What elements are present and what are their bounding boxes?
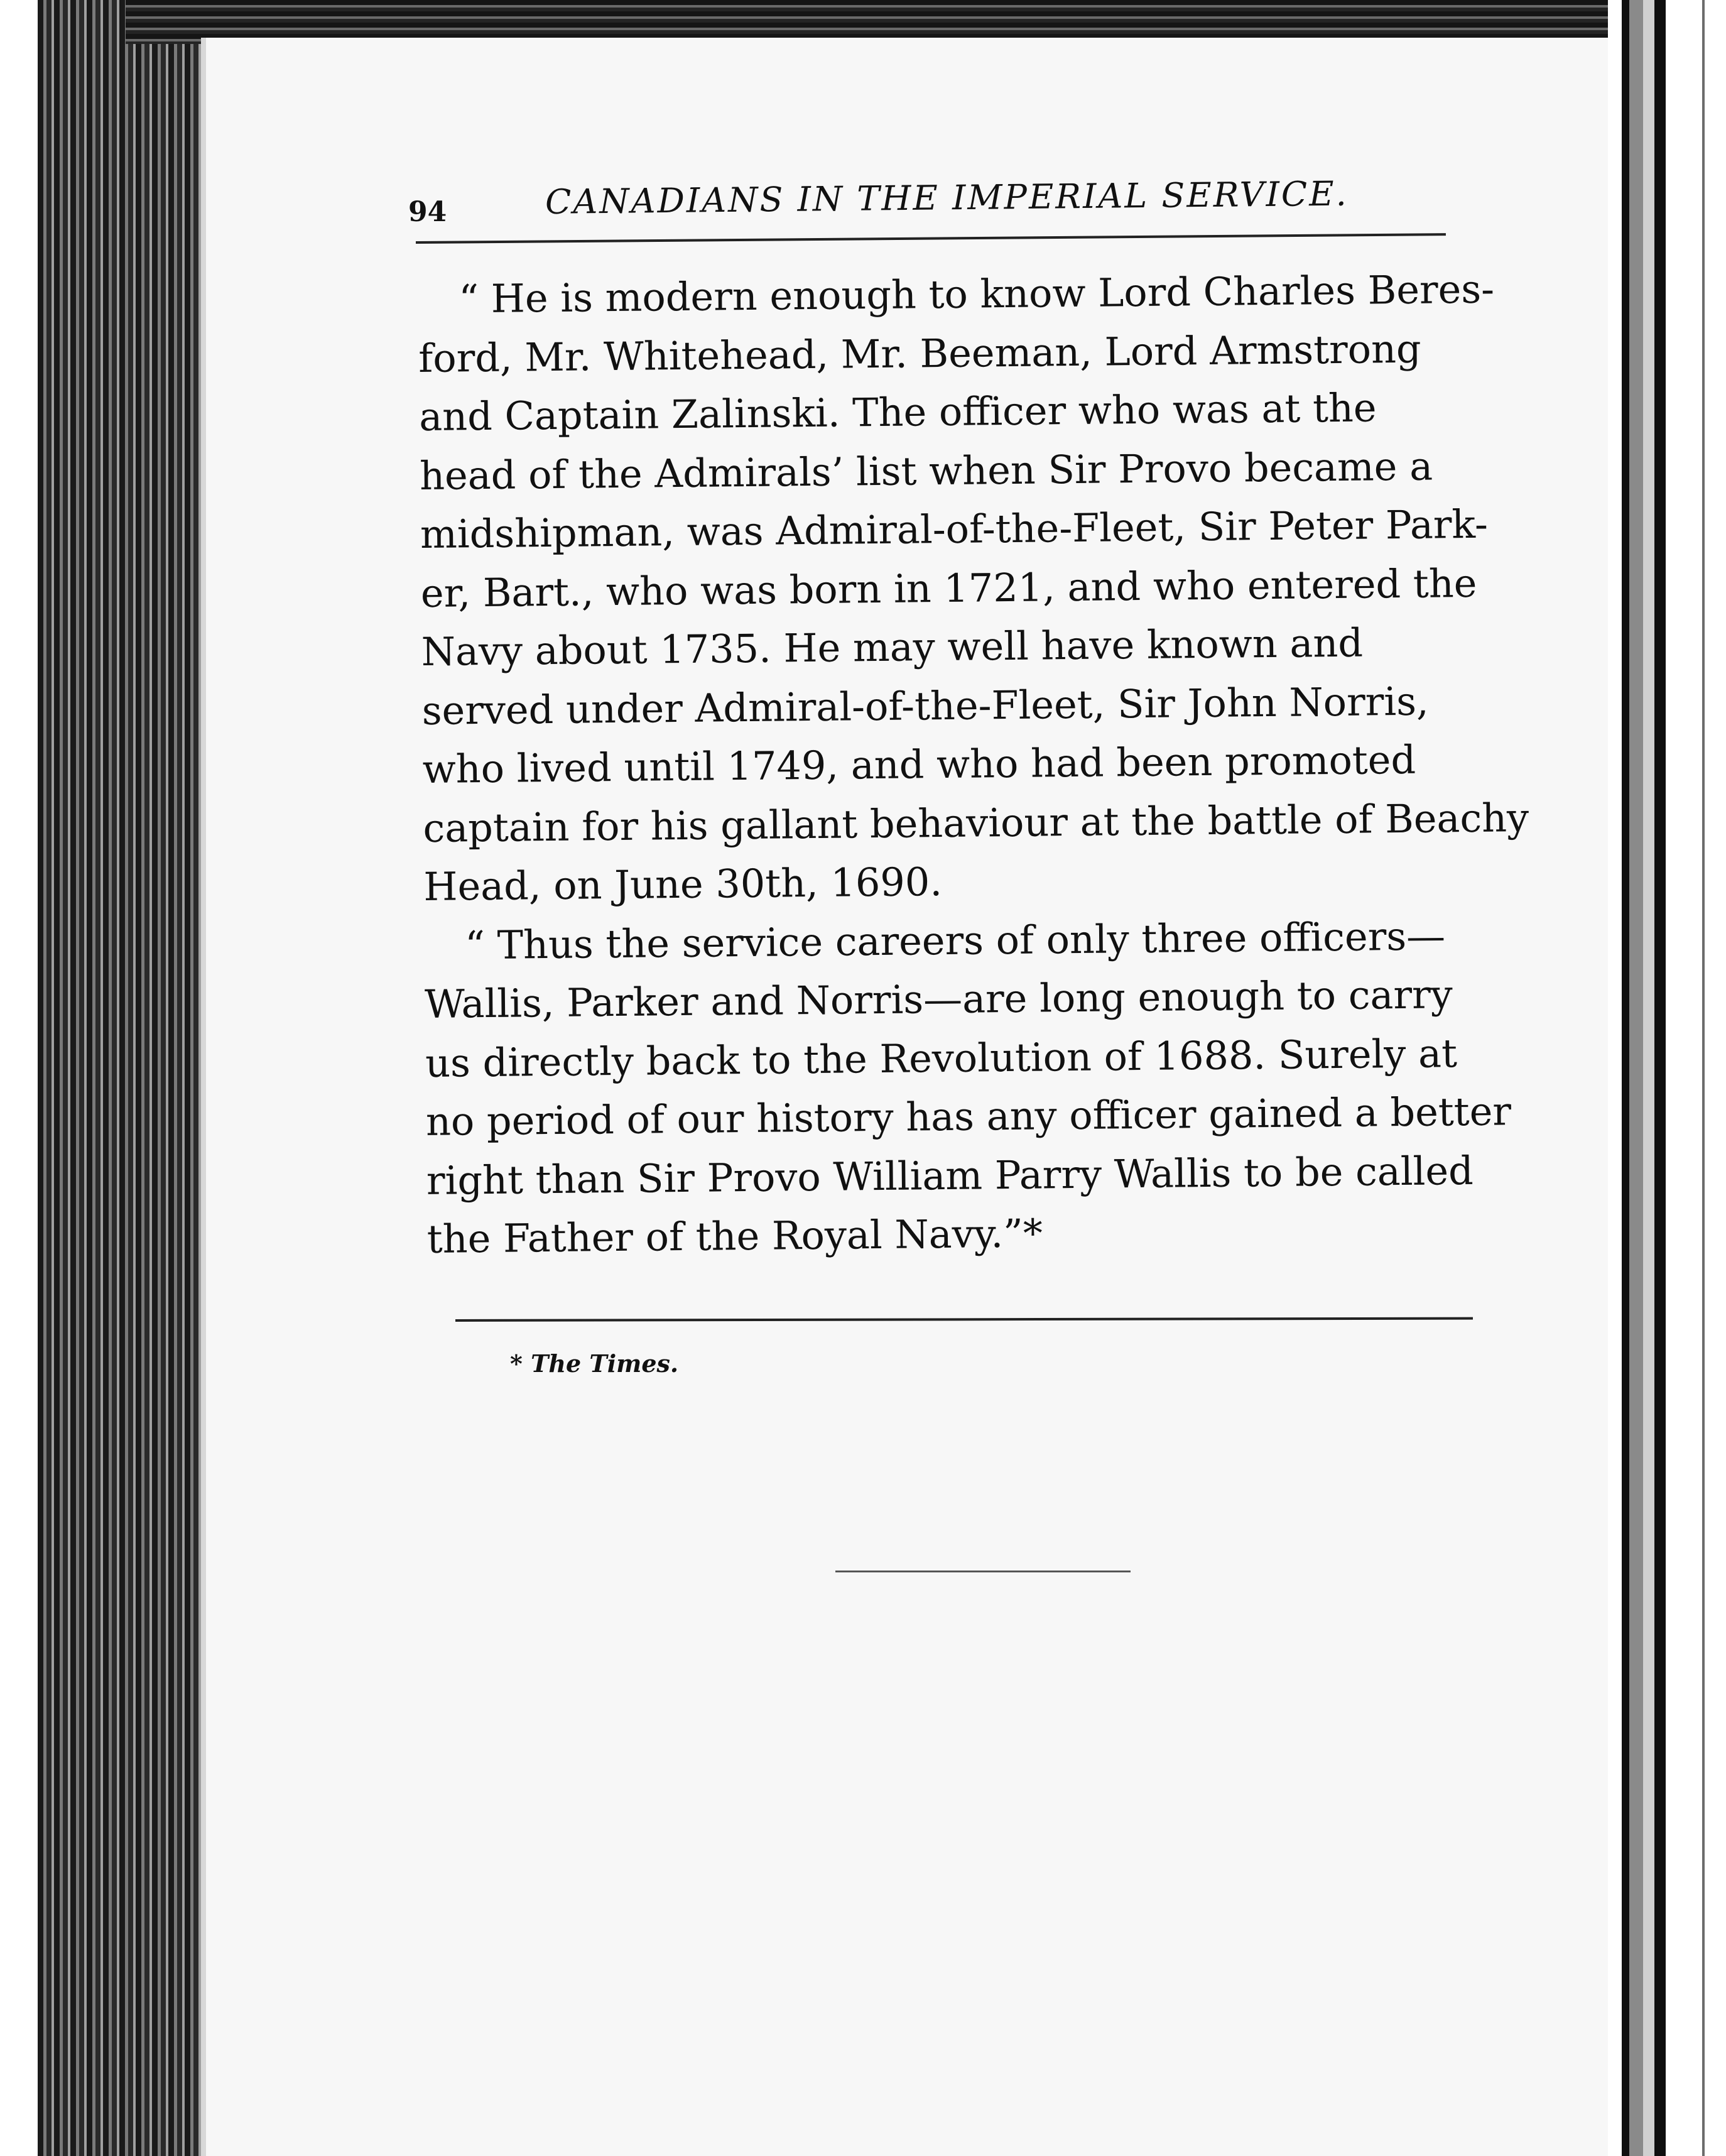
text-line: Wallis, Parker and Norris—are long enough to carry (424, 971, 1453, 1027)
book-gutter (1608, 0, 1726, 2156)
text-line: head of the Admirals’ list when Sir Provo became a (419, 443, 1433, 499)
text-line: right than Sir Provo William Parry Wallis to be called (426, 1147, 1474, 1204)
book-page-edges (38, 0, 207, 2156)
text-line: midshipman, was Admiral-of-the-Fleet, Sir Peter Park- (420, 501, 1489, 557)
page-number: 94 (408, 196, 447, 228)
end-rule (835, 1571, 1131, 1572)
text-line: who lived until 1749, and who had been promoted (422, 736, 1416, 792)
gutter-shadow (1622, 0, 1666, 2156)
footnote: * The Times. (510, 1349, 679, 1378)
body-text (418, 260, 1529, 1269)
text-line: and Captain Zalinski. The officer who was at the (418, 384, 1377, 440)
scan-border (0, 0, 38, 2156)
text-line: served under Admiral-of-the-Fleet, Sir John Norris, (421, 678, 1429, 734)
text-line: captain for his gallant behaviour at the battle of Beachy (423, 794, 1529, 851)
text-line: ford, Mr. Whitehead, Mr. Beeman, Lord Armstrong (418, 325, 1421, 381)
gutter-line (1702, 0, 1705, 2156)
text-line: us directly back to the Revolution of 1688. Surely at (425, 1030, 1458, 1086)
text-line: Navy about 1735. He may well have known and (421, 619, 1364, 675)
text-line: Head, on June 30th, 1690. (423, 859, 943, 910)
text-line: er, Bart., who was born in 1721, and who entered the (420, 560, 1477, 616)
text-line: no period of our history has any officer gained a better (425, 1088, 1512, 1145)
text-line: the Father of the Royal Navy.”* (426, 1210, 1043, 1262)
text-line: “ He is modern enough to know Lord Charles Beres- (459, 266, 1495, 322)
text-line: “ Thus the service careers of only three officers— (464, 912, 1446, 968)
running-head: CANADIANS IN THE IMPERIAL SERVICE. (545, 173, 1349, 222)
